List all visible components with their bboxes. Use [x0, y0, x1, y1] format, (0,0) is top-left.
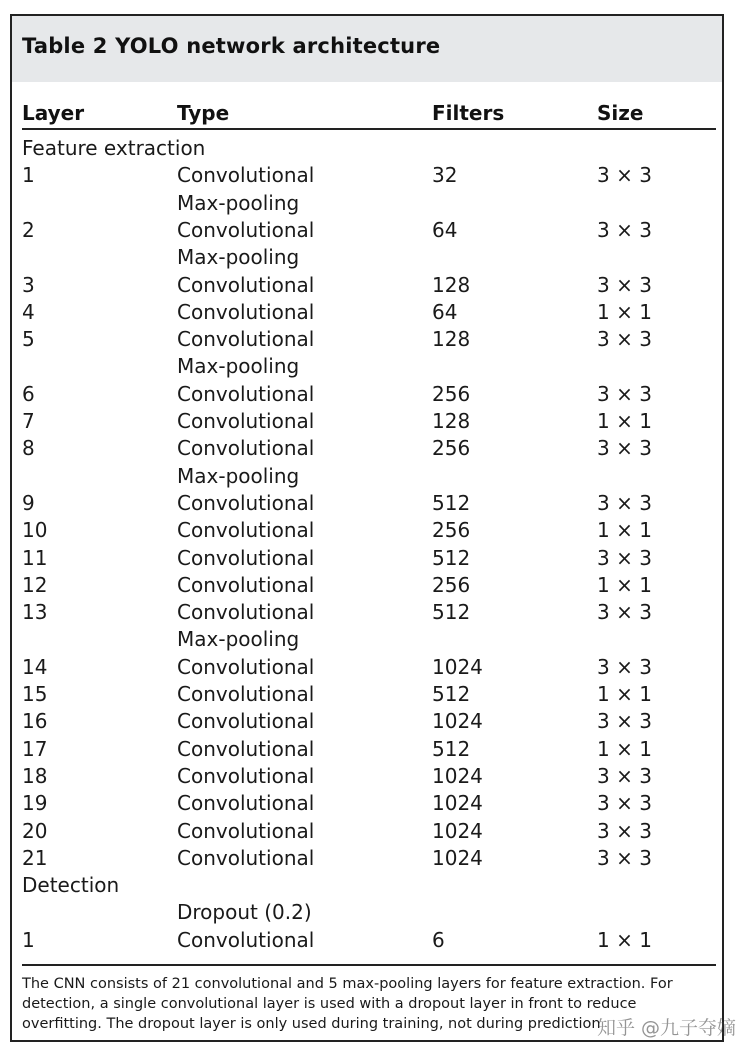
cell-layer: 13	[22, 600, 48, 625]
cell-type: Convolutional	[177, 572, 315, 597]
cell-size: 3 × 3	[597, 763, 652, 788]
cell-layer: 9	[22, 490, 35, 515]
column-header-filters: Filters	[432, 101, 505, 125]
cell-type: Max-pooling	[177, 627, 300, 652]
title-bar	[12, 16, 722, 82]
table-frame	[10, 14, 724, 1042]
cell-type: Convolutional	[177, 299, 315, 324]
cell-filters: 256	[432, 518, 471, 543]
cell-type: Convolutional	[177, 818, 315, 843]
cell-type: Convolutional	[177, 763, 315, 788]
cell-type: Convolutional	[177, 272, 315, 297]
cell-layer: 14	[22, 654, 48, 679]
cell-type: Convolutional	[177, 709, 315, 734]
cell-type: Convolutional	[177, 791, 315, 816]
cell-layer: 11	[22, 545, 48, 570]
cell-filters: 1024	[432, 763, 483, 788]
cell-filters: 64	[432, 299, 458, 324]
cell-type: Convolutional	[177, 545, 315, 570]
cell-layer: 17	[22, 736, 48, 761]
cell-layer: 7	[22, 409, 35, 433]
cell-filters: 1024	[432, 654, 483, 679]
cell-type: Convolutional	[177, 409, 315, 433]
column-header-layer: Layer	[22, 101, 85, 125]
cell-layer: 5	[22, 327, 35, 352]
cell-layer: 16	[22, 709, 48, 734]
cell-size: 3 × 3	[597, 791, 652, 816]
cell-type: Convolutional	[177, 436, 315, 461]
cell-layer: Feature extraction	[22, 136, 206, 160]
cell-type: Convolutional	[177, 518, 315, 543]
cell-filters: 1024	[432, 845, 483, 870]
cell-filters: 512	[432, 490, 471, 515]
table-title: Table 2 YOLO network architecture	[22, 34, 441, 58]
cell-size: 3 × 3	[597, 818, 652, 843]
cell-layer: 8	[22, 436, 35, 461]
cell-size: 3 × 3	[597, 545, 652, 570]
cell-layer: 21	[22, 845, 48, 870]
header-rule	[22, 128, 716, 130]
cell-filters: 1024	[432, 818, 483, 843]
cell-filters: 6	[432, 927, 445, 952]
cell-filters: 128	[432, 327, 471, 352]
cell-size: 3 × 3	[597, 654, 652, 679]
cell-size: 3 × 3	[597, 845, 652, 870]
cell-filters: 512	[432, 682, 471, 706]
column-header-size: Size	[597, 101, 644, 125]
cell-size: 1 × 1	[597, 518, 652, 543]
cell-filters: 128	[432, 272, 471, 297]
cell-layer: 20	[22, 818, 48, 843]
column-header-type: Type	[177, 101, 230, 125]
cell-type: Convolutional	[177, 381, 315, 406]
cell-type: Convolutional	[177, 654, 315, 679]
cell-filters: 512	[432, 736, 471, 761]
cell-size: 1 × 1	[597, 736, 652, 761]
cell-type: Convolutional	[177, 600, 315, 625]
cell-type: Convolutional	[177, 736, 315, 761]
cell-size: 3 × 3	[597, 163, 652, 188]
cell-size: 1 × 1	[597, 927, 652, 952]
cell-size: 3 × 3	[597, 217, 652, 242]
cell-size: 3 × 3	[597, 709, 652, 734]
cell-layer: 18	[22, 763, 48, 788]
bottom-rule	[22, 964, 716, 966]
cell-layer: 3	[22, 272, 35, 297]
cell-filters: 256	[432, 381, 471, 406]
cell-size: 1 × 1	[597, 682, 652, 706]
watermark: 知乎 @九子夺嫡	[596, 1017, 736, 1039]
cell-type: Convolutional	[177, 682, 315, 706]
cell-layer: 15	[22, 682, 48, 706]
cell-type: Convolutional	[177, 927, 315, 952]
cell-type: Convolutional	[177, 490, 315, 515]
cell-size: 1 × 1	[597, 299, 652, 324]
cell-filters: 512	[432, 545, 471, 570]
cell-filters: 128	[432, 409, 471, 433]
cell-size: 3 × 3	[597, 327, 652, 352]
cell-filters: 512	[432, 600, 471, 625]
cell-type: Max-pooling	[177, 245, 300, 270]
cell-filters: 256	[432, 436, 471, 461]
cell-size: 3 × 3	[597, 272, 652, 297]
cell-layer: 1	[22, 163, 35, 188]
cell-layer: Detection	[22, 873, 120, 898]
cell-size: 3 × 3	[597, 436, 652, 461]
cell-layer: 2	[22, 217, 35, 242]
cell-type: Dropout (0.2)	[177, 900, 312, 925]
cell-filters: 1024	[432, 709, 483, 734]
cell-type: Convolutional	[177, 163, 315, 188]
cell-type: Max-pooling	[177, 190, 300, 215]
cell-layer: 19	[22, 791, 48, 816]
cell-type: Max-pooling	[177, 354, 300, 379]
cell-filters: 256	[432, 572, 471, 597]
cell-layer: 4	[22, 299, 35, 324]
table-footnote: The CNN consists of 21 convolutional and 5 max-pooling layers for feature extraction. For detection, a single convolutional layer is used with a dropout layer in front to reduce overfitting. The dropout layer is only used during training, not during prediction	[22, 976, 673, 1032]
cell-layer: 1	[22, 927, 35, 952]
cell-type: Convolutional	[177, 327, 315, 352]
cell-type: Max-pooling	[177, 463, 300, 488]
cell-size: 1 × 1	[597, 409, 652, 433]
cell-layer: 10	[22, 518, 48, 543]
cell-type: Convolutional	[177, 845, 315, 870]
cell-size: 1 × 1	[597, 572, 652, 597]
cell-filters: 32	[432, 163, 458, 188]
cell-size: 3 × 3	[597, 381, 652, 406]
cell-layer: 12	[22, 572, 48, 597]
cell-type: Convolutional	[177, 217, 315, 242]
cell-filters: 1024	[432, 791, 483, 816]
cell-size: 3 × 3	[597, 600, 652, 625]
cell-filters: 64	[432, 217, 458, 242]
cell-size: 3 × 3	[597, 490, 652, 515]
cell-layer: 6	[22, 381, 35, 406]
